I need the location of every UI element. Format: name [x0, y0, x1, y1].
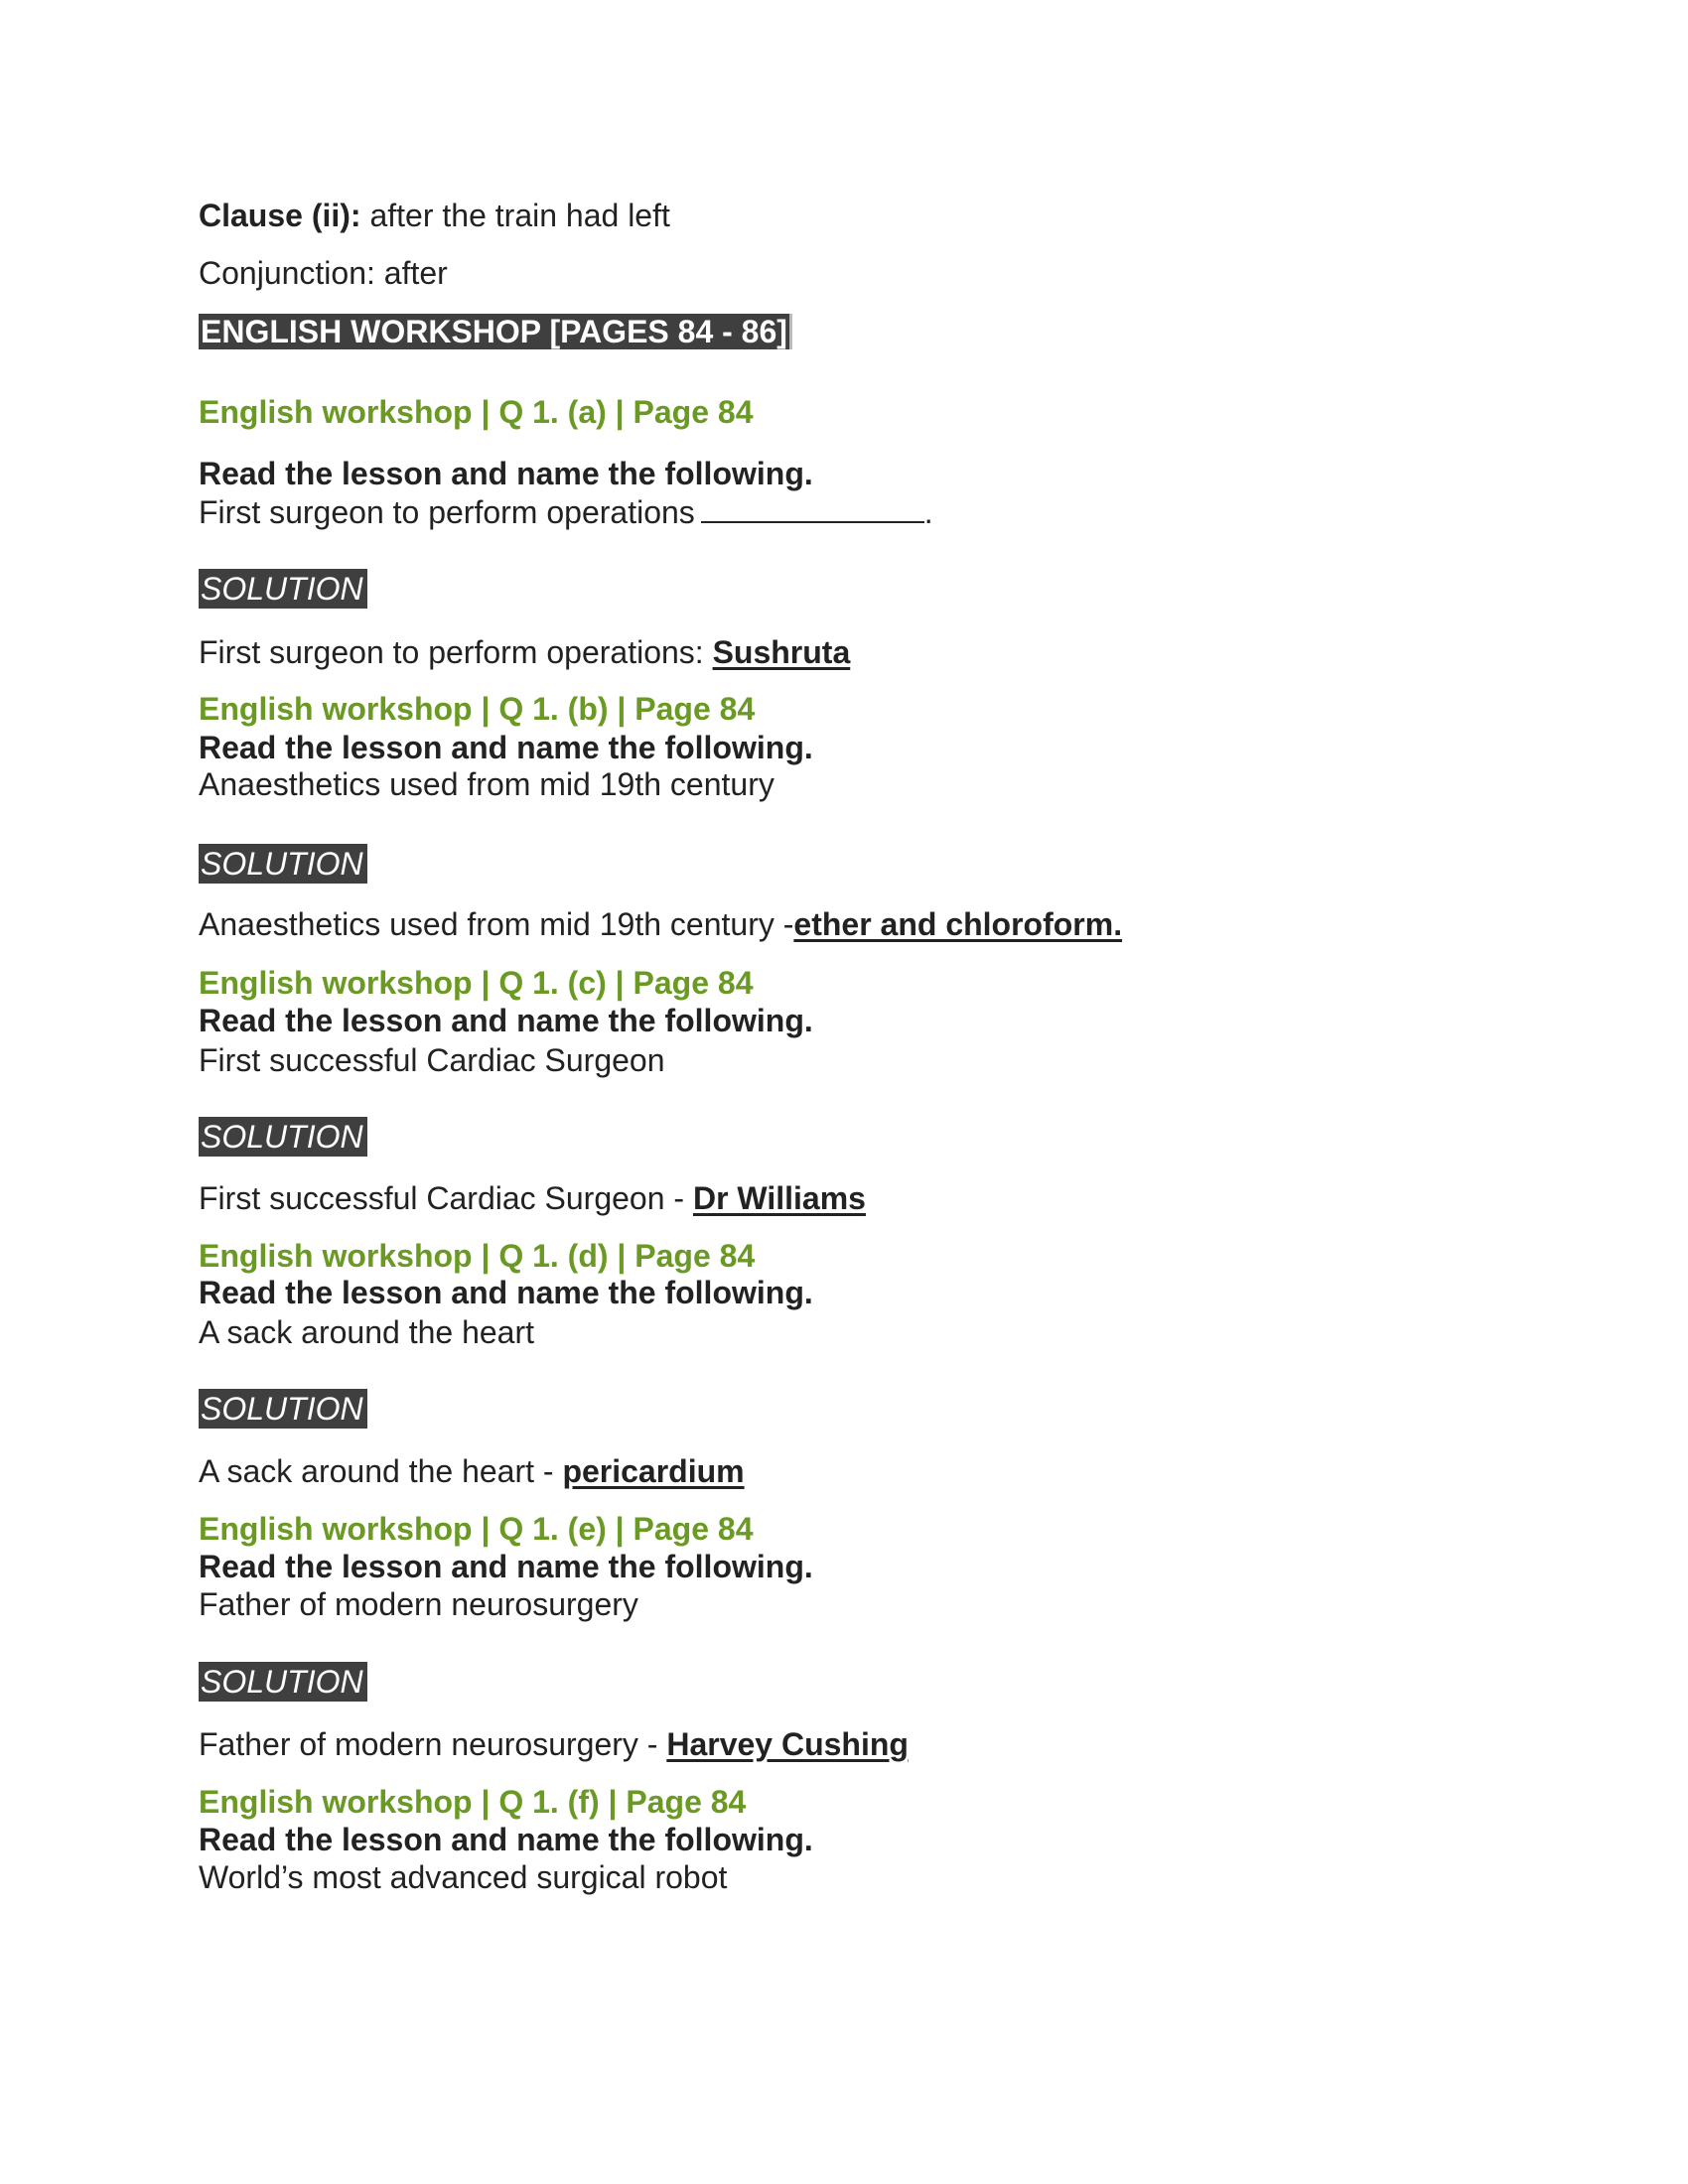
- solution-label-b: [199, 844, 367, 884]
- solution-badge: SOLUTION: [199, 569, 367, 609]
- question-heading-c: English workshop | Q 1. (c) | Page 84: [199, 965, 754, 1001]
- answer-line-c: [199, 1178, 866, 1218]
- question-instruction-a: Read the lesson and name the following.: [199, 456, 813, 491]
- question-heading-e: English workshop | Q 1. (e) | Page 84: [199, 1511, 754, 1547]
- answer-b: ether and chloroform.: [793, 906, 1123, 942]
- question-instruction-b: Read the lesson and name the following.: [199, 730, 813, 765]
- solution-label-a: [199, 569, 367, 609]
- question-heading-f: English workshop | Q 1. (f) | Page 84: [199, 1784, 747, 1820]
- question-instruction-d: Read the lesson and name the following.: [199, 1275, 813, 1310]
- answer-prefix-a: First surgeon to perform operations:: [199, 634, 713, 670]
- answer-line-e: [199, 1724, 909, 1764]
- question-prompt-c: First successful Cardiac Surgeon: [199, 1042, 665, 1078]
- solution-label-d: [199, 1389, 367, 1429]
- question-instruction-c: Read the lesson and name the following.: [199, 1003, 813, 1038]
- answer-line-b: [199, 904, 1122, 944]
- question-prompt-a: [199, 491, 933, 532]
- answer-e: Harvey Cushing: [666, 1726, 909, 1762]
- answer-prefix-d: A sack around the heart -: [199, 1453, 563, 1489]
- answer-c: Dr Williams: [692, 1180, 866, 1216]
- question-heading-d: English workshop | Q 1. (d) | Page 84: [199, 1238, 756, 1274]
- answer-line-d: [199, 1451, 745, 1491]
- answer-a: Sushruta: [712, 634, 851, 670]
- question-prompt-b: Anaesthetics used from mid 19th century: [199, 766, 774, 802]
- solution-badge: SOLUTION: [199, 844, 367, 884]
- answer-blank: [701, 491, 924, 523]
- answer-prefix-b: Anaesthetics used from mid 19th century -: [199, 906, 794, 942]
- conjunction-line: Conjunction: after: [199, 255, 448, 291]
- answer-line-a: [199, 632, 850, 672]
- solution-badge: SOLUTION: [199, 1389, 367, 1429]
- question-prompt-d: A sack around the heart: [199, 1314, 534, 1350]
- section-banner: [199, 312, 792, 351]
- solution-badge: SOLUTION: [199, 1117, 367, 1157]
- question-prompt-a-text: First surgeon to perform operations: [199, 494, 695, 530]
- question-instruction-e: Read the lesson and name the following.: [199, 1549, 813, 1584]
- solution-label-c: [199, 1117, 367, 1157]
- clause-line: [199, 196, 670, 235]
- answer-d: pericardium: [562, 1453, 745, 1489]
- answer-prefix-c: First successful Cardiac Surgeon -: [199, 1180, 693, 1216]
- clause-label: Clause (ii):: [199, 198, 361, 233]
- question-prompt-e: Father of modern neurosurgery: [199, 1586, 638, 1622]
- question-prompt-f: World’s most advanced surgical robot: [199, 1859, 728, 1895]
- question-heading-b: English workshop | Q 1. (b) | Page 84: [199, 691, 756, 727]
- solution-badge: SOLUTION: [199, 1662, 367, 1702]
- clause-text: after the train had left: [369, 198, 670, 233]
- question-instruction-f: Read the lesson and name the following.: [199, 1822, 813, 1857]
- question-prompt-a-suffix: .: [923, 494, 933, 530]
- question-heading-a: English workshop | Q 1. (a) | Page 84: [199, 394, 754, 430]
- solution-label-e: [199, 1662, 367, 1702]
- answer-prefix-e: Father of modern neurosurgery -: [199, 1726, 667, 1762]
- section-banner-text: ENGLISH WORKSHOP [PAGES 84 - 86]: [199, 314, 792, 349]
